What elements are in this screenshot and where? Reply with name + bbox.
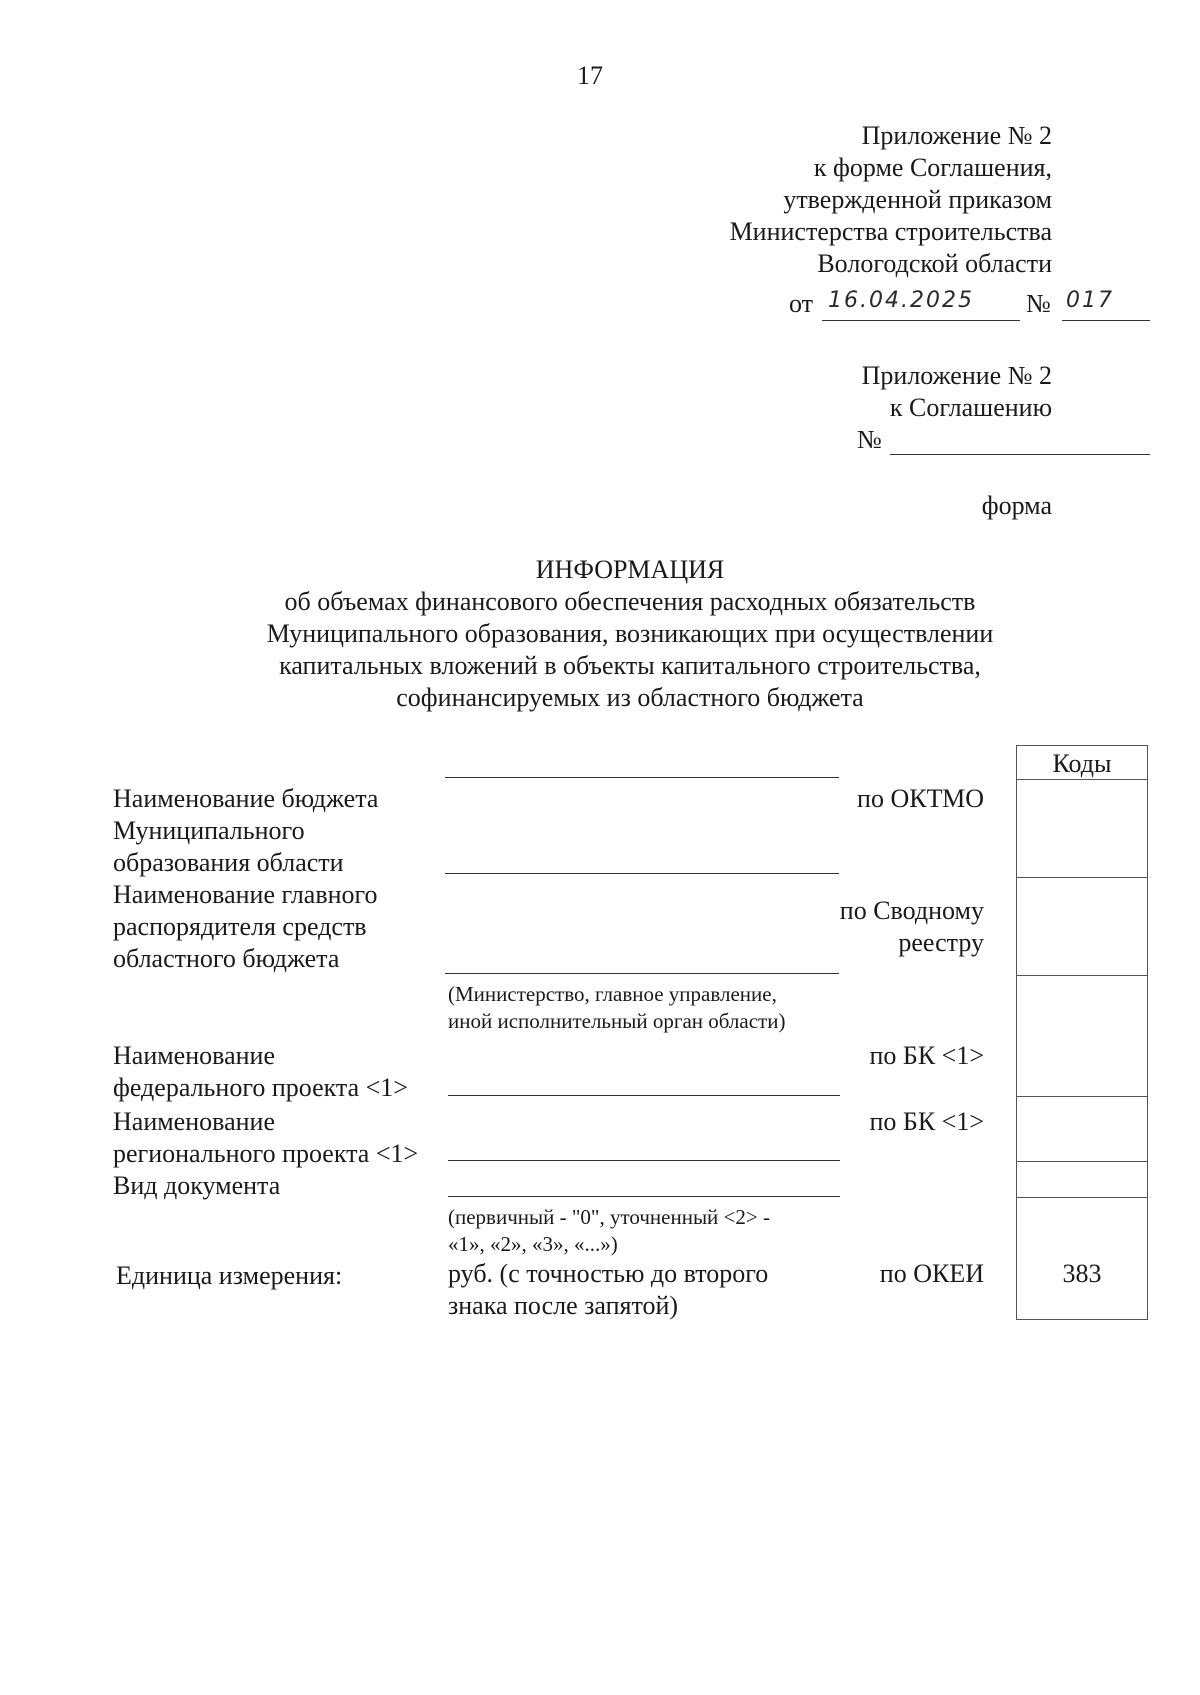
code-cell-doc <box>1017 1161 1147 1162</box>
code-cell-bk <box>1017 1096 1147 1097</box>
annex-line: к Соглашению <box>889 393 1052 422</box>
manager-name-label: распорядителя средств <box>113 912 367 941</box>
code-label-svod: реестру <box>898 928 984 957</box>
code-cell-svod <box>1017 877 1147 878</box>
number-underline <box>1062 320 1150 321</box>
regional-project-label: Наименование <box>113 1107 275 1136</box>
manager-hint: (Министерство, главное управление, <box>448 982 777 1006</box>
budget-name-blank <box>445 777 839 778</box>
unit-value: знака после запятой) <box>448 1291 679 1320</box>
unit-value: руб. (с точностью до второго <box>448 1259 769 1288</box>
manager-name-label: Наименование главного <box>113 880 378 909</box>
budget-name-label: Муниципального <box>113 816 305 845</box>
agreement-number-prefix: № <box>857 425 882 454</box>
code-label-oktmo: по ОКТМО <box>857 784 984 813</box>
okei-value: 383 <box>1062 1259 1102 1288</box>
unit-label: Единица измерения: <box>116 1261 343 1290</box>
budget-name-label: образования области <box>113 848 344 877</box>
code-cell-okei <box>1017 1197 1147 1198</box>
code-label-bk: по БК <1> <box>869 1107 984 1136</box>
federal-project-label: Наименование <box>113 1041 275 1070</box>
doc-type-hint: (первичный - "0", уточненный <2> - <box>448 1205 770 1229</box>
doc-type-label: Вид документа <box>113 1171 281 1200</box>
regional-project-blank <box>448 1160 840 1161</box>
title-line: об объемах финансового обеспечения расходных обязательств <box>284 587 976 616</box>
budget-name-label: Наименование бюджета <box>113 784 379 813</box>
budget-name-blank <box>445 873 839 874</box>
title-line: Муниципального образования, возникающих при осуществлении <box>266 619 994 648</box>
federal-project-label: федерального проекта <1> <box>113 1073 408 1102</box>
annex-line: Приложение № 2 <box>861 121 1052 150</box>
code-label-okei: по ОКЕИ <box>879 1259 984 1288</box>
agreement-number-blank <box>890 454 1150 455</box>
handwritten-number: 017 <box>1066 288 1114 313</box>
date-prefix: от <box>789 289 814 318</box>
manager-name-label: областного бюджета <box>113 944 340 973</box>
code-cell-oktmo <box>1017 779 1147 780</box>
date-underline <box>822 320 1020 321</box>
code-cell-bk <box>1017 975 1147 976</box>
annex-line: Приложение № 2 <box>861 361 1052 390</box>
federal-project-blank <box>448 1095 840 1096</box>
title-line: капитальных вложений в объекты капитального строительства, <box>279 651 981 680</box>
manager-hint: иной исполнительный орган области) <box>448 1009 786 1033</box>
manager-name-blank <box>445 973 839 974</box>
annex-line: Вологодской области <box>817 249 1052 278</box>
doc-type-hint: «1», «2», «3», «...») <box>448 1232 618 1256</box>
codes-header: Коды <box>1052 749 1112 778</box>
form-label: форма <box>981 491 1052 520</box>
codes-table <box>1016 745 1148 1320</box>
code-label-bk: по БК <1> <box>869 1041 984 1070</box>
title-line: софинансируемых из областного бюджета <box>396 683 864 712</box>
annex-line: к форме Соглашения, <box>813 153 1052 182</box>
document-title: ИНФОРМАЦИЯ <box>535 555 725 584</box>
handwritten-date: 16.04.2025 <box>828 288 974 313</box>
doc-type-blank <box>448 1196 840 1197</box>
page-number: 17 <box>577 61 603 90</box>
number-prefix: № <box>1026 289 1051 318</box>
code-label-svod: по Сводному <box>839 896 984 925</box>
annex-line: утвержденной приказом <box>783 185 1052 214</box>
regional-project-label: регионального проекта <1> <box>113 1139 419 1168</box>
annex-line: Министерства строительства <box>729 217 1052 246</box>
